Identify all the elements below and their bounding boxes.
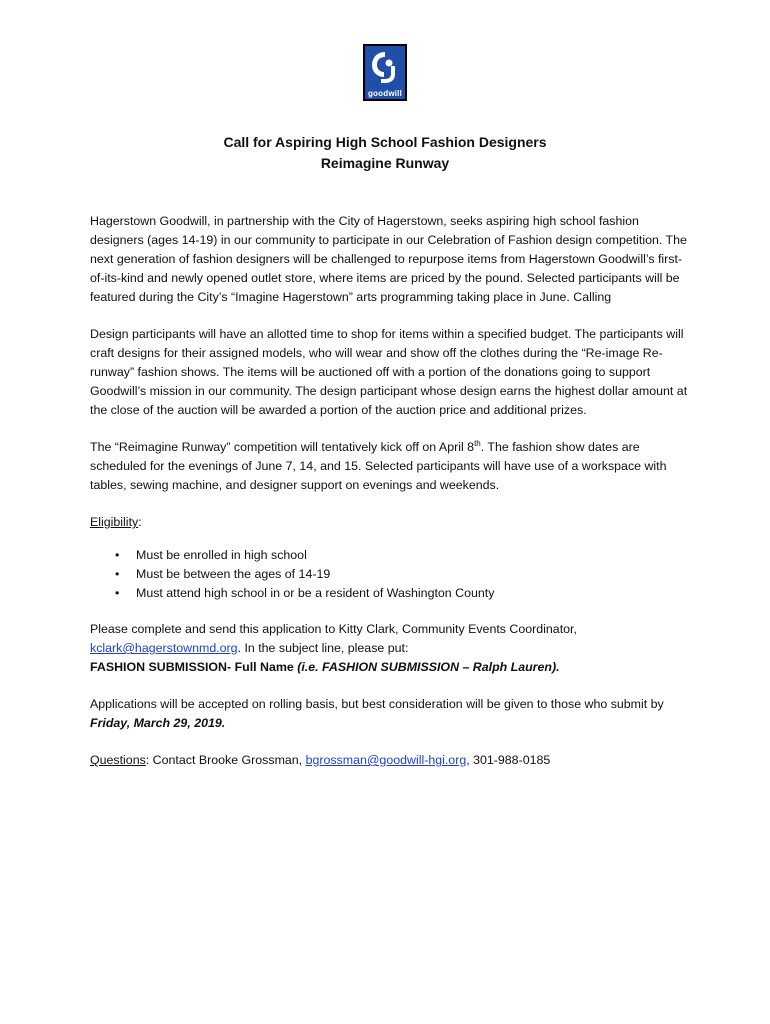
page-subtitle: Reimagine Runway: [320, 155, 450, 171]
eligibility-heading: [90, 513, 690, 532]
submission-paragraph: [90, 620, 690, 677]
deadline-text: Applications will be accepted on rolling basis, but best consideration will be given to those who submit by: [90, 697, 664, 711]
submission-instructions: Please complete and send this application to Kitty Clark, Community Events Coordinator,: [90, 622, 577, 636]
schedule-paragraph: [90, 438, 690, 495]
questions-label: Questions: [90, 753, 146, 767]
list-item-text: Must attend high school in or be a resident of Washington County: [136, 586, 495, 600]
contact-phone: , 301-988-0185: [466, 753, 551, 767]
document-body: [90, 212, 690, 788]
coordinator-email-link[interactable]: kclark@hagerstownmd.org: [90, 641, 238, 655]
schedule-text-start: The “Reimagine Runway” competition will tentatively kick off on April 8: [90, 440, 475, 454]
list-item: [115, 584, 690, 603]
subject-line-instructions: . In the subject line, please put:: [237, 641, 409, 655]
bullet-icon: •: [115, 567, 120, 581]
questions-paragraph: [90, 751, 690, 770]
heading-block: [0, 132, 770, 174]
subject-example: (i.e. FASHION SUBMISSION – Ralph Lauren).: [297, 660, 560, 674]
eligibility-list: [90, 546, 690, 603]
goodwill-smiling-g-icon: [369, 50, 401, 86]
bullet-icon: •: [115, 548, 120, 562]
subject-format: FASHION SUBMISSION- Full Name: [90, 660, 298, 674]
intro-paragraph: Hagerstown Goodwill, in partnership with the City of Hagerstown, seeks aspiring high school fashion designers (ages 14-19) in our community to participate in our Celebration of Fashion design competition. The next generation of fashion designers will be challenged to repurpose items from Hagerstown Goodwill’s first-of-its-kind and newly opened outlet store, where items are priced by the pound. Selected participants will be featured during the City’s “Imagine Hagerstown” arts programming taking place in June. Calling: [90, 214, 687, 304]
logo-wordmark: goodwill: [367, 89, 403, 98]
eligibility-label: Eligibility: [90, 515, 139, 529]
bullet-icon: •: [115, 586, 120, 600]
deadline-date: Friday, March 29, 2019.: [90, 716, 226, 730]
schedule-text-end: . The fashion show dates are scheduled for the evenings of June 7, 14, and 15. Selected participants will have use of a workspace with tables, sewing machine, and designer support on evenings and weekends.: [90, 440, 667, 492]
list-item-text: Must be between the ages of 14-19: [136, 567, 331, 581]
ordinal-suffix: th: [474, 438, 481, 448]
list-item-text: Must be enrolled in high school: [136, 548, 307, 562]
deadline-paragraph: [90, 695, 690, 733]
contact-email-link[interactable]: bgrossman@goodwill-hgi.org: [305, 753, 467, 767]
goodwill-logo: [363, 44, 407, 101]
list-item: [115, 546, 690, 565]
page-title: Call for Aspiring High School Fashion Designers: [223, 134, 547, 150]
eligibility-colon: :: [138, 515, 142, 529]
list-item: [115, 565, 690, 584]
design-process-paragraph: Design participants will have an allotted time to shop for items within a specified budget. The participants will craft designs for their assigned models, who will wear and show off the clothes during the “Re-image Re-runway” fashion shows. The items will be auctioned off with a portion of the donations going to support Goodwill’s mission in our community. The design participant whose design earns the highest dollar amount at the close of the auction will be awarded a portion of the auction price and additional prizes.: [90, 327, 688, 417]
questions-contact-text: : Contact Brooke Grossman,: [145, 753, 306, 767]
